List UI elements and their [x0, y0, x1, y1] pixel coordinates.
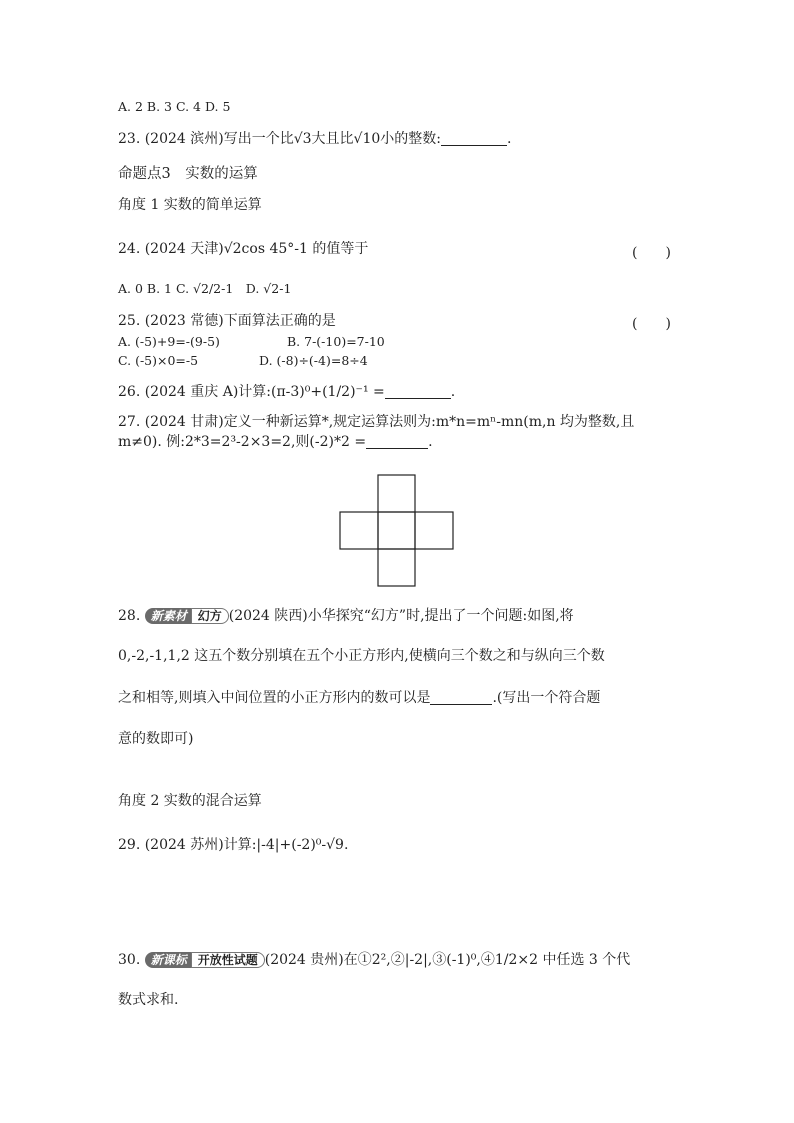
- q26-suffix: .: [450, 384, 456, 400]
- question-28-line-4: 意的数即可): [118, 731, 194, 747]
- q27-text: m≠0). 例:2*3=2³-2×3=2,则(-2)*2 =: [118, 434, 367, 450]
- q25-option-c: C. (-5)×0=-5: [118, 353, 199, 368]
- q30-number: 30.: [118, 952, 141, 968]
- grid-cell-left[interactable]: [340, 512, 378, 549]
- angle-2-heading: 角度 2 实数的混合运算: [118, 793, 262, 809]
- q26-text: 26. (2024 重庆 A)计算:(π-3)⁰+(1/2)⁻¹ =: [118, 384, 385, 400]
- question-28-line-3: [118, 689, 600, 707]
- q27-suffix: .: [428, 434, 433, 450]
- q24-answer-paren[interactable]: ( ): [632, 245, 671, 261]
- q28-suffix: .(写出一个符合题: [492, 690, 601, 706]
- tag-topic: 开放性试题: [191, 952, 265, 968]
- q30-text: (2024 贵州)在①2²,②|-2|,③(-1)⁰,④1/2×2 中任选 3 个代: [264, 952, 631, 968]
- question-23: [118, 130, 511, 148]
- question-30-line-2: 数式求和.: [118, 992, 179, 1008]
- tag-topic: 幻方: [191, 608, 229, 624]
- q26-answer-blank[interactable]: [385, 384, 451, 399]
- section-title: 命题点3 实数的运算: [118, 166, 258, 182]
- grid-cell-right[interactable]: [415, 512, 453, 549]
- q28-number: 28.: [118, 608, 141, 624]
- q25-option-a: A. (-5)+9=-(9-5): [118, 334, 220, 349]
- question-24: 24. (2024 天津)√2cos 45°-1 的值等于: [118, 241, 369, 257]
- question-28-line-1: [118, 607, 574, 625]
- question-25: 25. (2023 常德)下面算法正确的是: [118, 313, 336, 329]
- grid-cell-top[interactable]: [378, 475, 415, 512]
- q25-answer-paren[interactable]: ( ): [632, 316, 671, 332]
- q25-option-b: B. 7-(-10)=7-10: [287, 334, 385, 349]
- question-28-line-2: 0,-2,-1,1,2 这五个数分别填在五个小正方形内,使横向三个数之和与纵向三个数: [118, 648, 605, 664]
- tag-label: 新素材: [145, 608, 193, 624]
- q28-answer-blank[interactable]: [430, 690, 492, 705]
- angle-1-heading: 角度 1 实数的简单运算: [118, 197, 262, 213]
- question-29: 29. (2024 苏州)计算:|-4|+(-2)⁰-√9.: [118, 837, 349, 853]
- q25-option-d: D. (-8)÷(-4)=8÷4: [259, 353, 368, 368]
- question-26: [118, 383, 455, 401]
- q27-answer-blank[interactable]: [366, 434, 428, 449]
- q24-options: A. 0 B. 1 C. √2/2-1 D. √2-1: [118, 281, 292, 296]
- question-27-line-1: 27. (2024 甘肃)定义一种新运算*,规定运算法则为:m*n=mⁿ-mn(m,n 均为整数,且: [118, 414, 635, 430]
- grid-cell-center[interactable]: [378, 512, 415, 549]
- question-30-line-1: [118, 951, 630, 969]
- q23-answer-blank[interactable]: [441, 131, 507, 146]
- q22-options: A. 2 B. 3 C. 4 D. 5: [118, 99, 231, 114]
- cross-grid-figure: [339, 474, 459, 589]
- q23-text: 23. (2024 滨州)写出一个比√3大且比√10小的整数:: [118, 131, 441, 147]
- grid-cell-bottom[interactable]: [378, 549, 415, 586]
- q23-suffix: .: [507, 131, 512, 147]
- question-27-line-2: [118, 433, 433, 451]
- tag-label: 新课标: [145, 952, 193, 968]
- new-curriculum-tag: [145, 952, 265, 968]
- q28-text: (2024 陕西)小华探究“幻方”时,提出了一个问题:如图,将: [228, 608, 574, 624]
- q28-text-3: 之和相等,则填入中间位置的小正方形内的数可以是: [118, 690, 431, 706]
- new-material-tag: [145, 608, 229, 624]
